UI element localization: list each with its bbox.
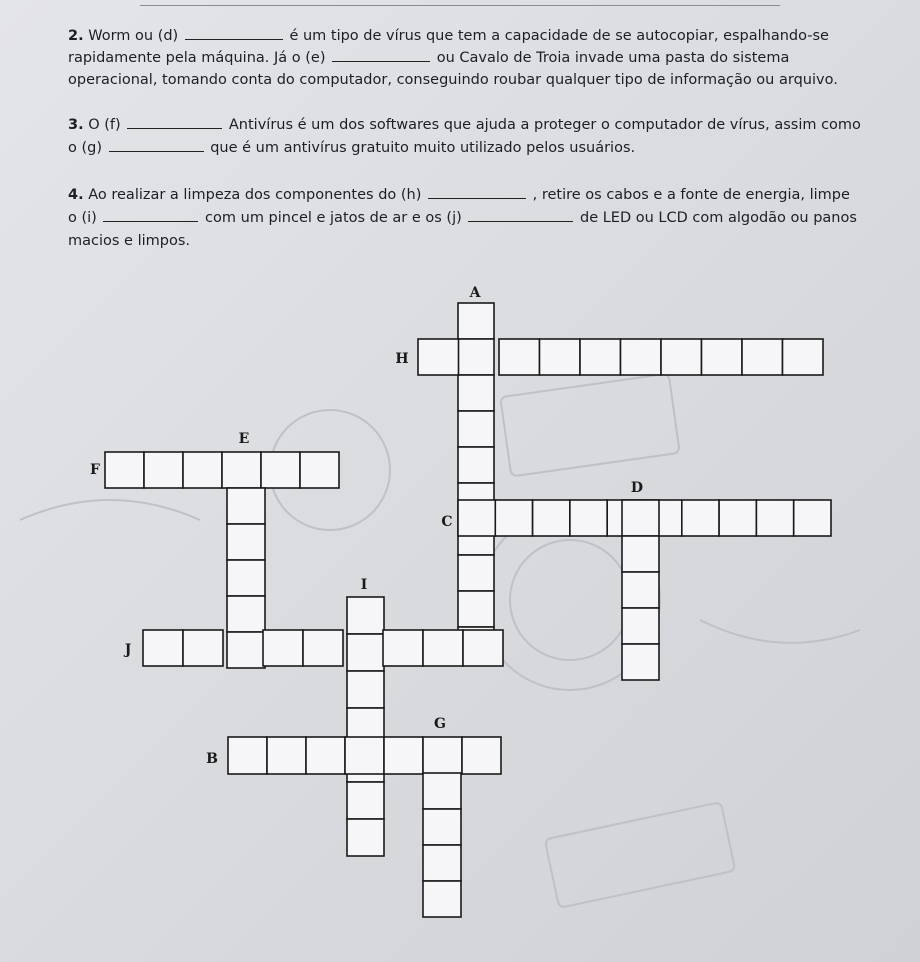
cell-h-10[interactable] xyxy=(783,339,824,375)
cell-b-7[interactable] xyxy=(462,737,501,774)
cell-g-5[interactable] xyxy=(423,881,461,917)
question-4-text-a: Ao realizar a limpeza dos componentes do (h) xyxy=(88,187,422,203)
cell-f-5[interactable] xyxy=(261,452,300,488)
cell-b-5[interactable] xyxy=(384,737,423,774)
question-2-number: 2. xyxy=(68,28,84,44)
cell-h-9[interactable] xyxy=(742,339,783,375)
label-e: E xyxy=(238,431,250,447)
cell-i-1[interactable] xyxy=(347,597,384,634)
question-4-text-d: com um pincel e jatos de ar e os (j) xyxy=(205,210,462,226)
label-d: D xyxy=(630,480,644,496)
cell-j-2[interactable] xyxy=(183,630,223,666)
cell-g-3[interactable] xyxy=(423,809,461,845)
question-3-text-a: O (f) xyxy=(88,117,121,133)
question-2-text-c: rapidamente pela máquina. Já o (e) xyxy=(68,50,326,66)
cell-e-4[interactable] xyxy=(227,560,265,596)
cell-b-6[interactable] xyxy=(423,737,462,774)
cell-f-4[interactable] xyxy=(222,452,261,488)
cell-c-4[interactable] xyxy=(570,500,607,536)
cell-i-6[interactable] xyxy=(347,782,384,819)
question-3-text-b: Antivírus é um dos softwares que ajuda a proteger o computador de vírus, assim como xyxy=(228,117,861,133)
cell-c-8[interactable] xyxy=(719,500,756,536)
label-b: B xyxy=(206,751,218,767)
label-i: I xyxy=(360,577,368,593)
cell-e-2[interactable] xyxy=(227,488,265,524)
cell-f-6[interactable] xyxy=(300,452,339,488)
cell-j-9[interactable] xyxy=(463,630,503,666)
question-2-text-b: é um tipo de vírus que tem a capacidade de se autocopiar, espalhando-se xyxy=(289,28,829,44)
cell-d-3[interactable] xyxy=(622,572,659,608)
label-f: F xyxy=(90,462,100,478)
cell-a-3[interactable] xyxy=(458,375,494,411)
label-a: A xyxy=(469,285,481,301)
cell-j-8[interactable] xyxy=(423,630,463,666)
cell-g-4[interactable] xyxy=(423,845,461,881)
cell-a-5[interactable] xyxy=(458,447,494,483)
question-2-line-3: operacional, tomando conta do computador, conseguindo roubar qualquer tipo de informação ou arquivo. xyxy=(68,72,838,88)
crossword-cells xyxy=(105,303,831,917)
cell-h-8[interactable] xyxy=(702,339,743,375)
label-g: G xyxy=(434,716,446,732)
cell-b-4[interactable] xyxy=(345,737,384,774)
cell-i-2[interactable] xyxy=(347,634,384,671)
cell-j-7[interactable] xyxy=(383,630,423,666)
cell-d-5[interactable] xyxy=(622,644,659,680)
cell-d-4[interactable] xyxy=(622,608,659,644)
cell-c-7[interactable] xyxy=(682,500,719,536)
cell-b-1[interactable] xyxy=(228,737,267,774)
question-4-number: 4. xyxy=(68,187,84,203)
question-3-text-c: o (g) xyxy=(68,140,102,156)
question-3-number: 3. xyxy=(68,117,84,133)
cell-d-2[interactable] xyxy=(622,536,659,572)
cell-c-10[interactable] xyxy=(794,500,831,536)
cell-f-1[interactable] xyxy=(105,452,144,488)
cell-h-7[interactable] xyxy=(661,339,702,375)
question-4-line-3: macios e limpos. xyxy=(68,233,190,249)
question-4-text-e: de LED ou LCD com algodão ou panos xyxy=(579,210,857,226)
cell-c-3[interactable] xyxy=(533,500,570,536)
cell-b-2[interactable] xyxy=(267,737,306,774)
cell-i-3[interactable] xyxy=(347,671,384,708)
cell-j-4[interactable] xyxy=(263,630,303,666)
cell-e-6[interactable] xyxy=(227,632,265,668)
question-2-text-d: ou Cavalo de Troia invade uma pasta do sistema xyxy=(436,50,790,66)
label-j: J xyxy=(124,642,132,658)
cell-c-1[interactable] xyxy=(458,500,495,536)
cell-i-7[interactable] xyxy=(347,819,384,856)
label-h: H xyxy=(395,351,409,367)
question-4-text-b: , retire os cabos e a fonte de energia, limpe xyxy=(532,187,850,203)
cell-f-2[interactable] xyxy=(144,452,183,488)
question-2-text-a: Worm ou (d) xyxy=(88,28,179,44)
cell-j-1[interactable] xyxy=(143,630,183,666)
cell-h-5[interactable] xyxy=(580,339,621,375)
cell-c-2[interactable] xyxy=(495,500,532,536)
cell-h-3[interactable] xyxy=(499,339,540,375)
cell-a-1[interactable] xyxy=(458,303,494,339)
cell-b-3[interactable] xyxy=(306,737,345,774)
cell-e-3[interactable] xyxy=(227,524,265,560)
cell-h-6[interactable] xyxy=(621,339,662,375)
cell-a-4[interactable] xyxy=(458,411,494,447)
cell-e-5[interactable] xyxy=(227,596,265,632)
cell-g-2[interactable] xyxy=(423,773,461,809)
cell-d-1[interactable] xyxy=(622,500,659,536)
cell-a-2[interactable] xyxy=(458,339,494,375)
cell-f-3[interactable] xyxy=(183,452,222,488)
question-3-text-d: que é um antivírus gratuito muito utilizado pelos usuários. xyxy=(210,140,636,156)
cell-h-1[interactable] xyxy=(418,339,459,375)
cell-a-9[interactable] xyxy=(458,591,494,627)
question-4-text-c: o (i) xyxy=(68,210,97,226)
cell-a-8[interactable] xyxy=(458,555,494,591)
label-c: C xyxy=(441,514,453,530)
cell-j-5[interactable] xyxy=(303,630,343,666)
cell-c-9[interactable] xyxy=(756,500,793,536)
cell-h-4[interactable] xyxy=(540,339,581,375)
